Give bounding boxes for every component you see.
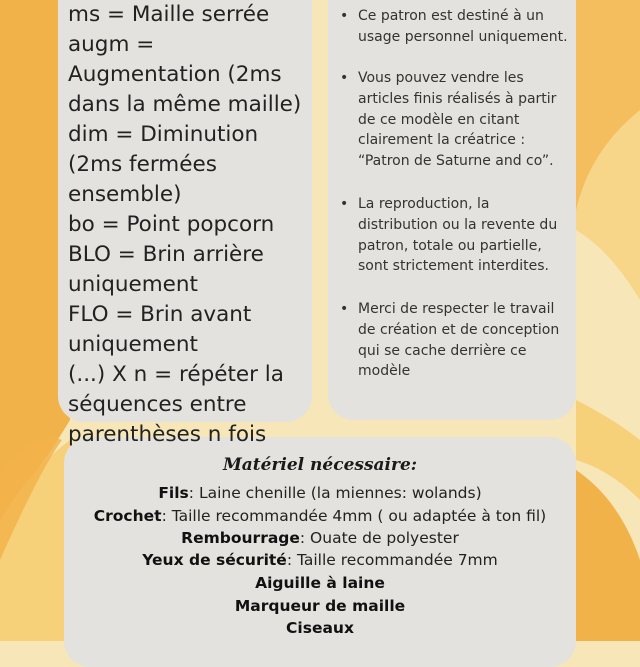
material-aiguille: Aiguille à laine: [255, 574, 385, 592]
rule-text: Ce patron est destiné à un usage personnel uniquement.: [358, 8, 568, 45]
rule-text: Vous pouvez vendre les articles finis réalisés à partir de ce modèle en citant clairement la créatrice : “Patron de Saturne and co”.: [358, 70, 557, 170]
material-marqueur: Marqueur de maille: [234, 597, 406, 615]
bullet-icon: •: [340, 196, 349, 212]
material-crochet: Crochet: Taille recommandée 4mm ( ou adaptée à ton fil): [93, 507, 547, 525]
material-title: Matériel nécessaire:: [222, 455, 418, 475]
abbreviation-item: dim = Diminution (2ms fermées ensemble): [68, 122, 259, 207]
bullet-icon: •: [340, 301, 349, 317]
abbreviation-item: ms = Maille serrée: [68, 2, 270, 27]
material-ciseaux: Ciseaux: [286, 619, 354, 637]
abbreviation-item: BLO = Brin arrière uniquement: [68, 242, 264, 297]
abbreviation-item: augm = Augmentation (2ms dans la même maille): [68, 32, 302, 117]
material-fils: Fils: Laine chenille (la miennes: wolands): [158, 484, 482, 502]
rule-text: La reproduction, la distribution ou la revente du patron, totale ou partielle, sont strictement interdites.: [358, 196, 558, 275]
rule-text: Merci de respecter le travail de création et de conception qui se cache derrière ce modèle: [358, 301, 560, 380]
abbreviations-list: [68, 0, 308, 450]
abbreviation-item: (...) X n = répéter la séquences entre parenthèses n fois: [68, 362, 284, 447]
abbreviation-item: bo = Point popcorn: [68, 212, 275, 237]
material-rembourrage: Rembourrage: Ouate de polyester: [181, 529, 459, 547]
material-yeux: Yeux de sécurité: Taille recommandée 7mm: [142, 551, 498, 569]
abbreviation-item: FLO = Brin avant uniquement: [68, 302, 252, 357]
bullet-icon: •: [340, 70, 349, 86]
bullet-icon: •: [340, 8, 349, 24]
